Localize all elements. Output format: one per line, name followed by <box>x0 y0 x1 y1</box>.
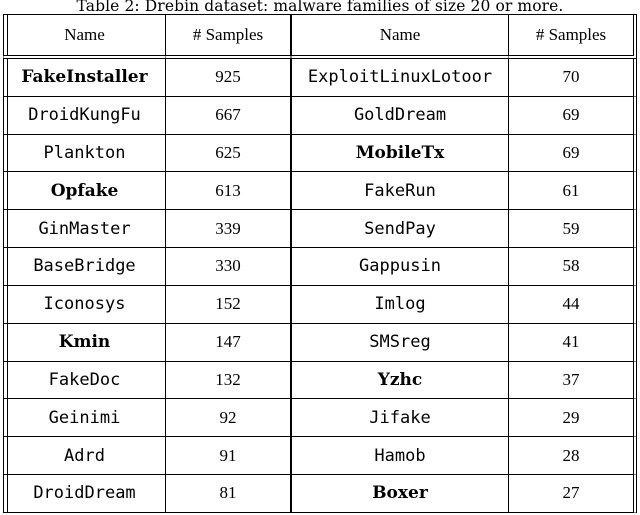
family-name-cell: Gappusin <box>291 248 509 286</box>
family-name-cell: BaseBridge <box>3 248 166 286</box>
family-name-cell: SMSreg <box>291 324 509 362</box>
table-header-row <box>3 15 637 59</box>
sample-count-cell: 91 <box>166 437 291 475</box>
malware-families-table <box>3 14 637 513</box>
table-row <box>3 437 637 475</box>
family-name-cell: Imlog <box>291 286 509 324</box>
table-row <box>3 399 637 437</box>
header-samples-1: # Samples <box>166 15 291 59</box>
sample-count-cell: 132 <box>166 362 291 400</box>
sample-count-cell: 27 <box>509 475 637 513</box>
sample-count-cell: 925 <box>166 59 291 97</box>
family-name-cell: FakeRun <box>291 172 509 210</box>
family-name-cell: Opfake <box>3 172 166 210</box>
family-name-cell: DroidDream <box>3 475 166 513</box>
table-row <box>3 59 637 97</box>
table-caption: Table 2: Drebin dataset: malware families of size 20 or more. <box>76 0 564 15</box>
table-row <box>3 135 637 173</box>
family-name-cell: MobileTx <box>291 135 509 173</box>
table-row <box>3 362 637 400</box>
sample-count-cell: 147 <box>166 324 291 362</box>
sample-count-cell: 69 <box>509 135 637 173</box>
family-name-cell: Boxer <box>291 475 509 513</box>
family-name-cell: Yzhc <box>291 362 509 400</box>
sample-count-cell: 339 <box>166 210 291 248</box>
sample-count-cell: 29 <box>509 399 637 437</box>
table-row <box>3 286 637 324</box>
family-name-cell: FakeInstaller <box>3 59 166 97</box>
family-name-cell: Adrd <box>3 437 166 475</box>
sample-count-cell: 61 <box>509 172 637 210</box>
family-name-cell: GinMaster <box>3 210 166 248</box>
sample-count-cell: 59 <box>509 210 637 248</box>
family-name-cell: Kmin <box>3 324 166 362</box>
sample-count-cell: 58 <box>509 248 637 286</box>
sample-count-cell: 69 <box>509 97 637 135</box>
sample-count-cell: 625 <box>166 135 291 173</box>
family-name-cell: Jifake <box>291 399 509 437</box>
header-name-2: Name <box>291 15 509 59</box>
family-name-cell: SendPay <box>291 210 509 248</box>
table-row <box>3 97 637 135</box>
header-name-1: Name <box>3 15 166 59</box>
sample-count-cell: 667 <box>166 97 291 135</box>
sample-count-cell: 70 <box>509 59 637 97</box>
family-name-cell: Plankton <box>3 135 166 173</box>
family-name-cell: Iconosys <box>3 286 166 324</box>
family-name-cell: FakeDoc <box>3 362 166 400</box>
header-samples-2: # Samples <box>509 15 637 59</box>
sample-count-cell: 41 <box>509 324 637 362</box>
table-row <box>3 248 637 286</box>
table-row <box>3 324 637 362</box>
family-name-cell: ExploitLinuxLotoor <box>291 59 509 97</box>
table-row <box>3 210 637 248</box>
sample-count-cell: 92 <box>166 399 291 437</box>
sample-count-cell: 613 <box>166 172 291 210</box>
sample-count-cell: 81 <box>166 475 291 513</box>
sample-count-cell: 330 <box>166 248 291 286</box>
sample-count-cell: 37 <box>509 362 637 400</box>
table-row <box>3 475 637 513</box>
family-name-cell: GoldDream <box>291 97 509 135</box>
table-row <box>3 172 637 210</box>
sample-count-cell: 152 <box>166 286 291 324</box>
family-name-cell: Geinimi <box>3 399 166 437</box>
sample-count-cell: 28 <box>509 437 637 475</box>
sample-count-cell: 44 <box>509 286 637 324</box>
family-name-cell: DroidKungFu <box>3 97 166 135</box>
family-name-cell: Hamob <box>291 437 509 475</box>
